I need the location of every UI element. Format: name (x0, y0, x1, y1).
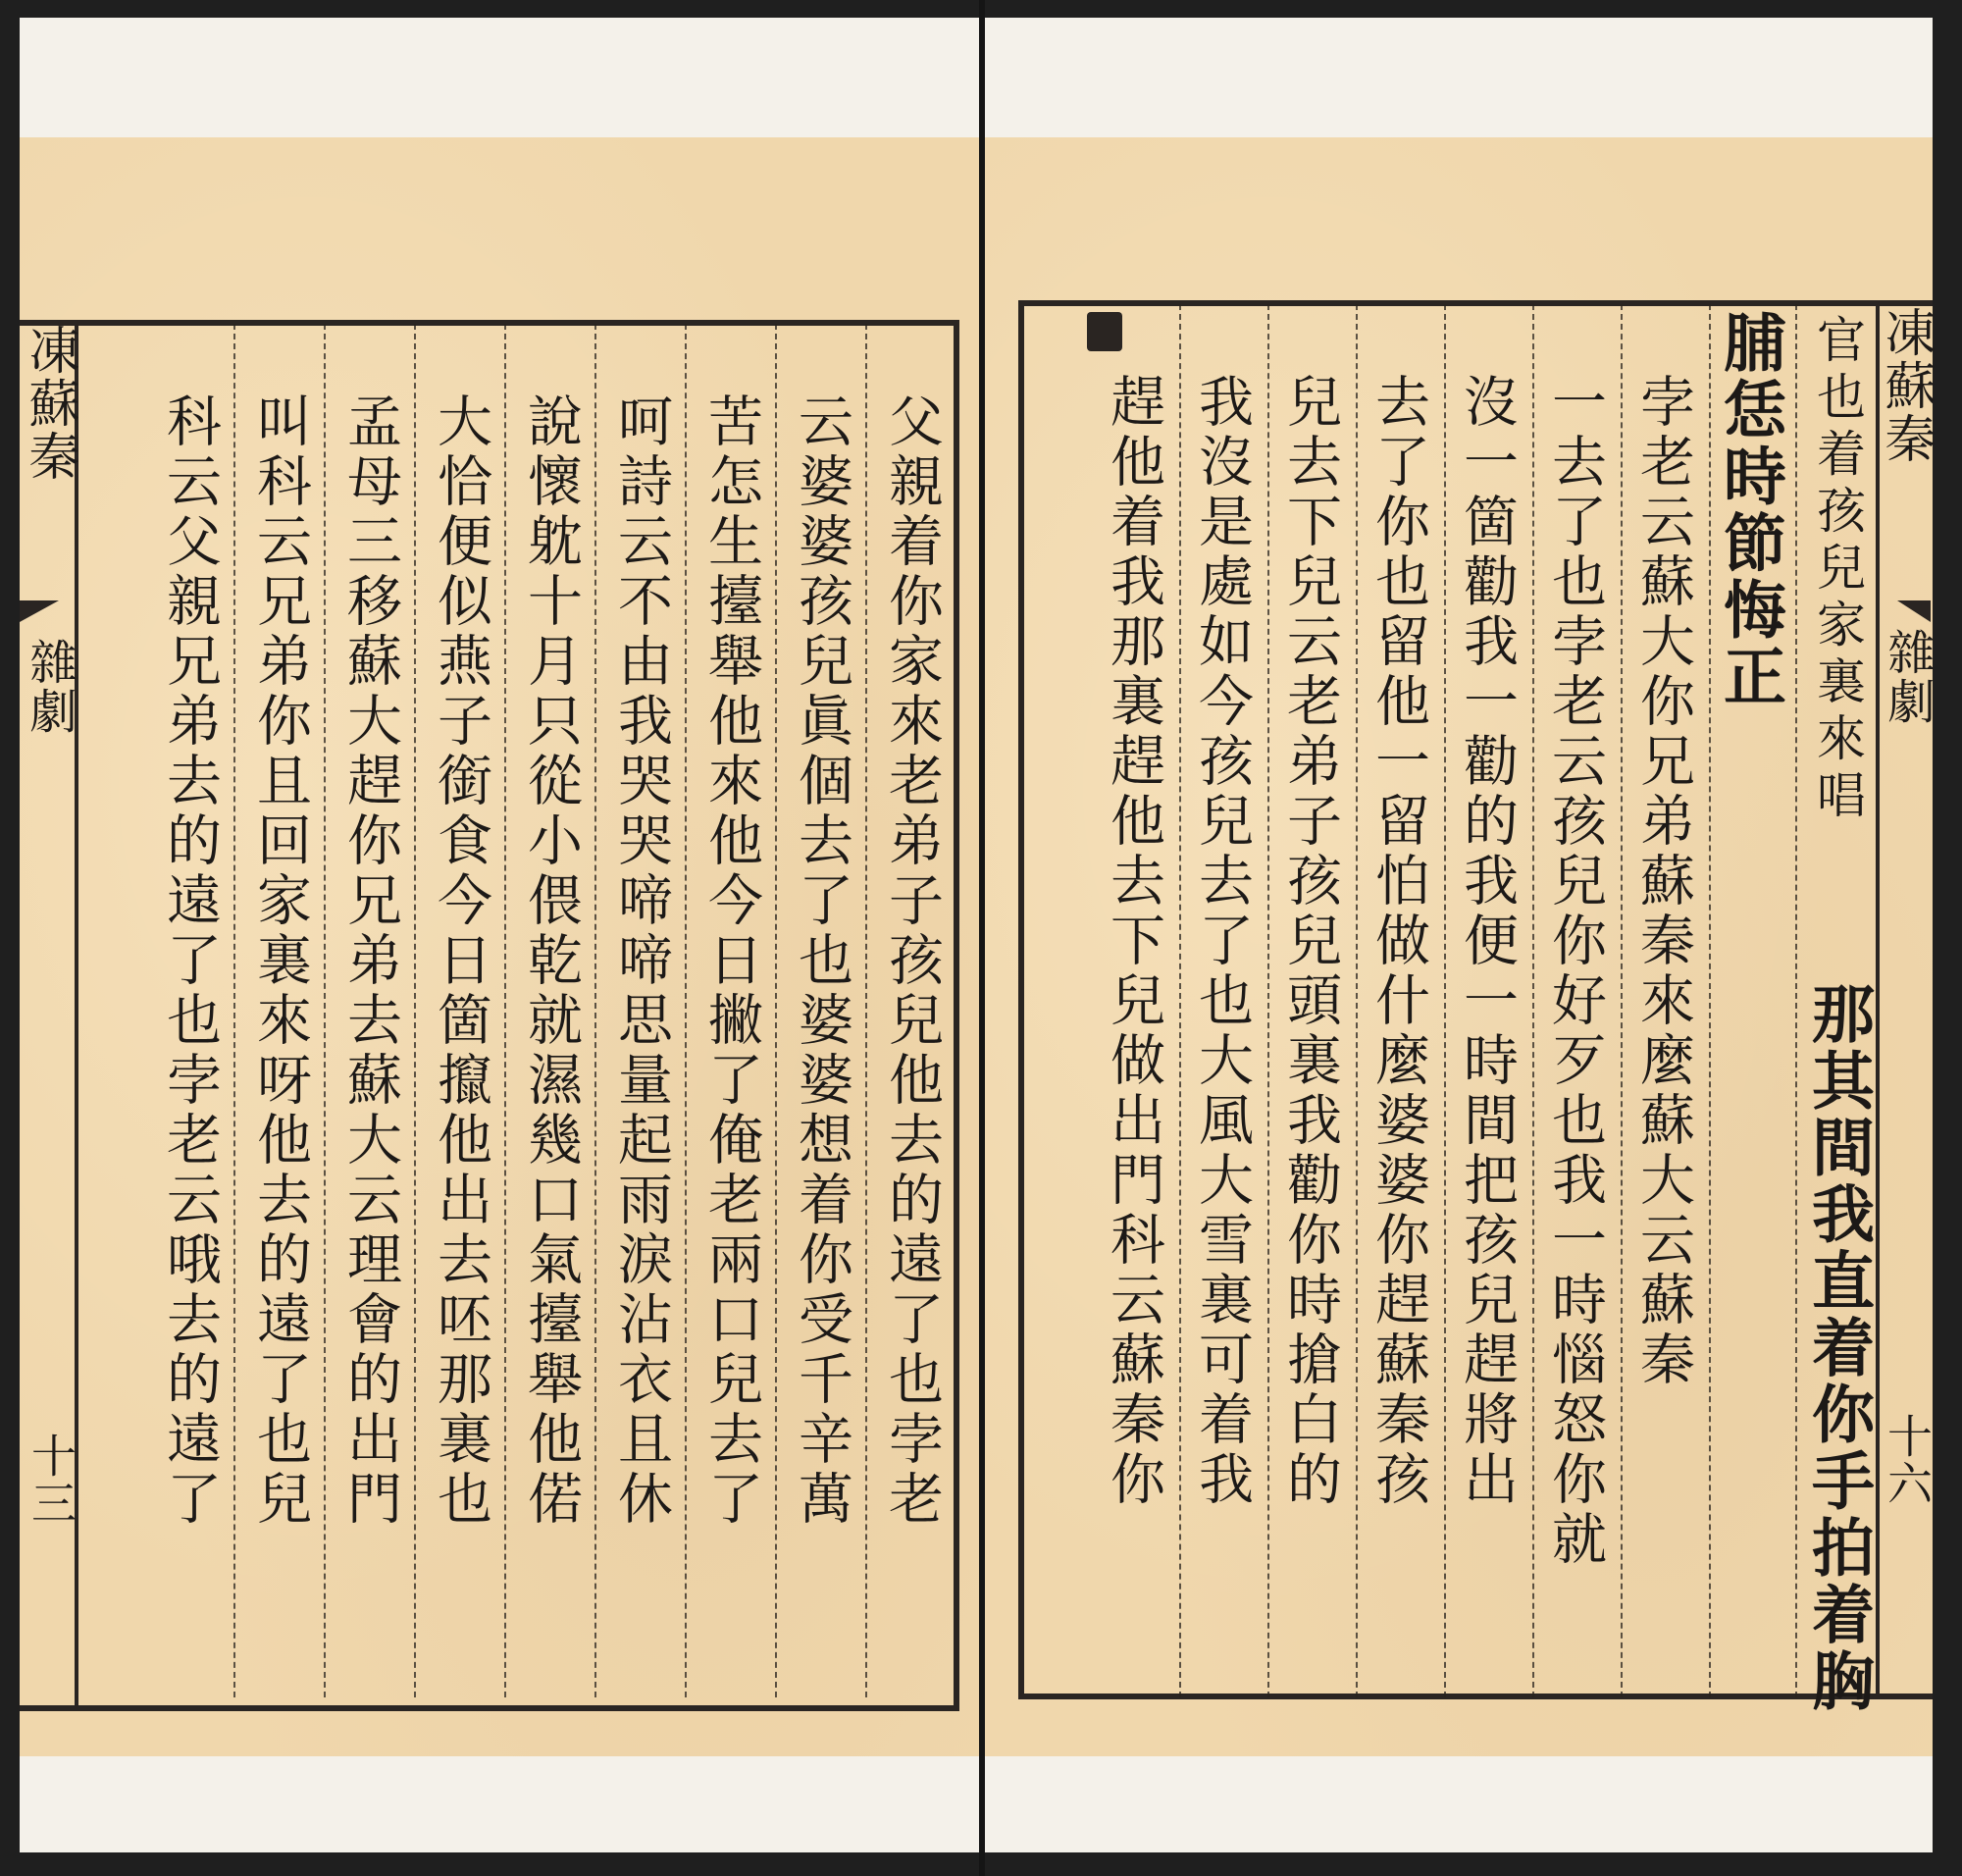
column-rule (775, 324, 777, 1697)
column-rule (1532, 304, 1534, 1697)
column-head-mark (1087, 312, 1122, 351)
right-column-9: 趕他着我那裏趕他去下兒做出門科云蘇秦你 (1102, 373, 1165, 1510)
column-rule (1179, 304, 1181, 1697)
left-banxin-genre: 雜劇 (22, 638, 77, 736)
column-rule (1709, 304, 1711, 1697)
left-column-8: 叫科云兄弟你且回家裏來呀他去的遠了也兒 (248, 392, 312, 1530)
column-rule (1267, 304, 1269, 1697)
right-column-8: 我沒是處如今孩兒去了也大風大雪裏可着我 (1190, 373, 1254, 1510)
left-column-3: 苦怎生擡舉他來他今日撇了俺老兩口兒去了 (699, 392, 763, 1530)
column-rule (324, 324, 326, 1697)
column-rule (1444, 304, 1446, 1697)
book-gutter (979, 0, 985, 1876)
column-rule (1621, 304, 1623, 1697)
right-banxin-genre: 雜劇 (1880, 628, 1935, 726)
left-column-6: 大恰便似燕子銜食今日箇攛他出去呸那裏也 (429, 392, 492, 1530)
left-page-number: 十三 (25, 1433, 77, 1527)
column-rule (233, 324, 235, 1697)
right-column-4: 一去了也孛老云孩兒你好歹也我一時惱怒你就 (1543, 373, 1607, 1570)
left-banxin-title: 凍蘇秦 (20, 324, 78, 483)
column-rule (1795, 304, 1797, 1697)
left-column-1: 父親着你家來老弟子孩兒他去的遠了也孛老 (880, 392, 944, 1530)
right-column-2-lyric: 脯恁時節悔正 (1713, 310, 1786, 710)
left-column-9: 科云父親兄弟去的遠了也孛老云哦去的遠了 (158, 392, 222, 1530)
column-rule (594, 324, 596, 1697)
column-rule (865, 324, 867, 1697)
column-rule (685, 324, 687, 1697)
right-column-3: 孛老云蘇大你兄弟蘇秦來麼蘇大云蘇秦 (1631, 373, 1695, 1390)
right-column-1-lyric: 那其間我直着你手拍着胸 (1801, 981, 1875, 1715)
column-rule (1356, 304, 1358, 1697)
right-column-5: 沒一箇勸我一勸的我便一時間把孩兒趕將出 (1455, 373, 1519, 1510)
right-column-7: 兒去下兒云老弟子孩兒頭裏我勸你時搶白的 (1278, 373, 1342, 1510)
column-rule (414, 324, 416, 1697)
left-column-4: 呵詩云不由我哭哭啼啼思量起雨淚沾衣且休 (609, 392, 673, 1530)
right-page-number: 十六 (1881, 1413, 1934, 1507)
column-rule (504, 324, 506, 1697)
left-column-2: 云婆婆孩兒眞個去了也婆婆想着你受千辛萬 (790, 392, 853, 1530)
right-banxin-title: 凍蘇秦 (1876, 306, 1935, 465)
left-column-5: 說懷躭十月只從小偎乾就濕幾口氣擡舉他偌 (519, 392, 583, 1530)
right-column-1: 官也着孩兒家裏來唱 (1809, 314, 1866, 826)
right-column-6: 去了你也留他一留怕做什麼婆婆你趕蘇秦孩 (1367, 373, 1430, 1510)
left-column-7: 孟母三移蘇大趕你兄弟去蘇大云理會的出門 (338, 392, 402, 1530)
